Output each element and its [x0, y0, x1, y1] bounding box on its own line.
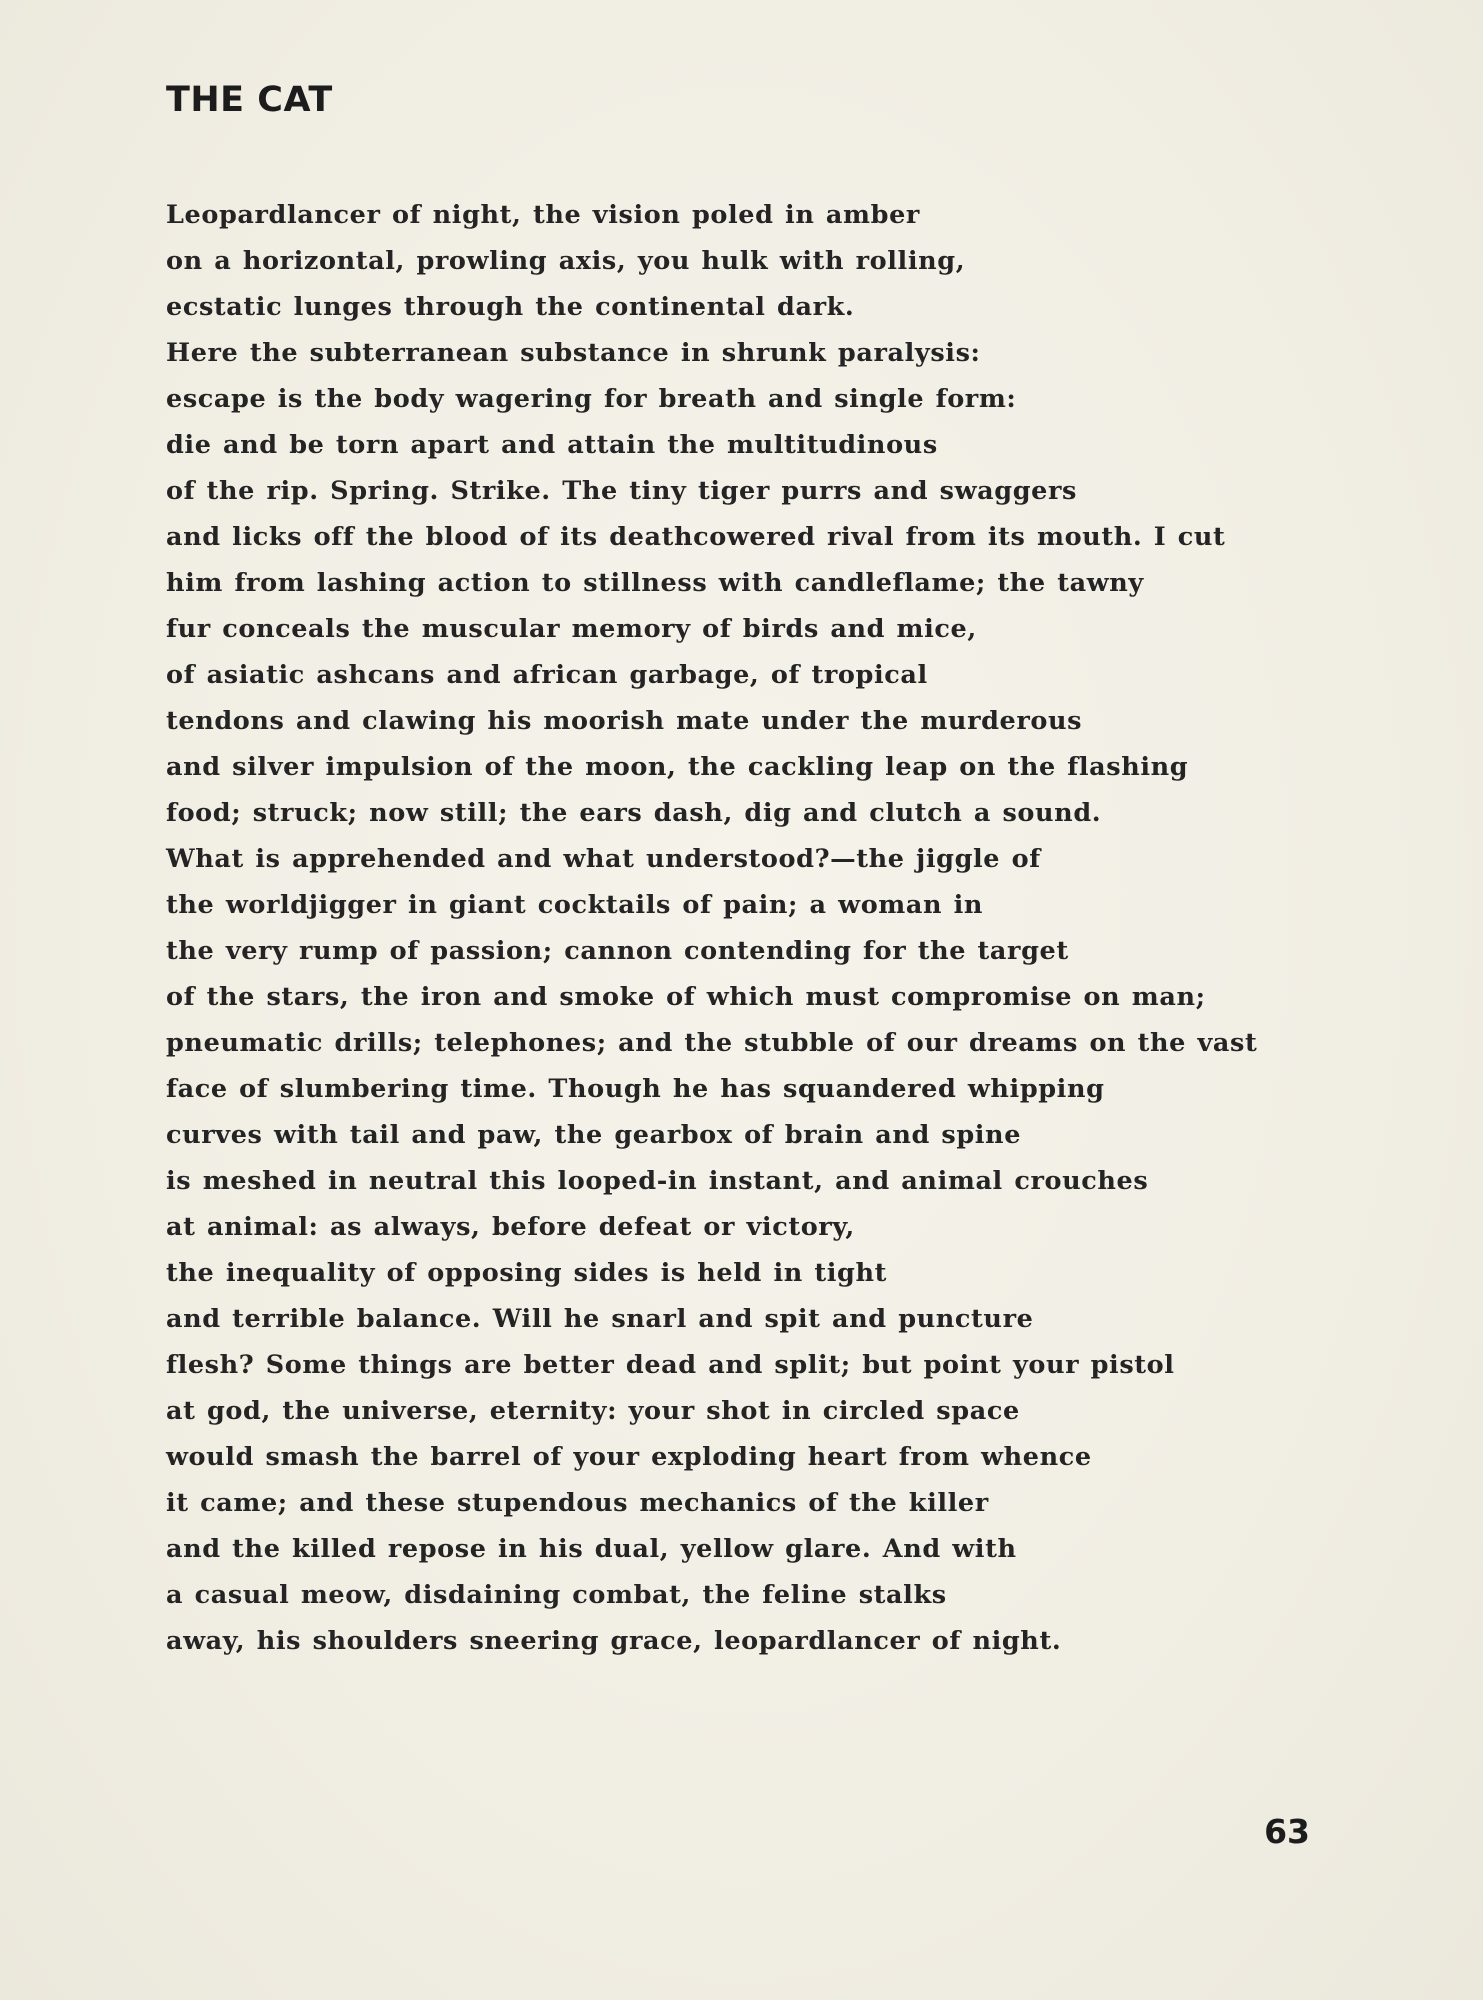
- poem-line: it came; and these stupendous mechanics of the killer: [166, 1488, 989, 1518]
- poem-line: and silver impulsion of the moon, the cackling leap on the flashing: [166, 752, 1189, 782]
- poem-line: would smash the barrel of your exploding heart from whence: [166, 1442, 1092, 1472]
- poem-line: the very rump of passion; cannon contending for the target: [166, 936, 1069, 966]
- poem-line: food; struck; now still; the ears dash, dig and clutch a sound.: [166, 798, 1102, 828]
- poem-line: of the stars, the iron and smoke of which must compromise on man;: [166, 982, 1206, 1012]
- poem-line: at god, the universe, eternity: your shot in circled space: [166, 1396, 1020, 1426]
- poem-line: escape is the body wagering for breath and single form:: [166, 384, 1017, 414]
- poem-line: pneumatic drills; telephones; and the stubble of our dreams on the vast: [166, 1028, 1258, 1058]
- poem-line: curves with tail and paw, the gearbox of brain and spine: [166, 1120, 1022, 1150]
- poem-line: a casual meow, disdaining combat, the feline stalks: [166, 1580, 947, 1610]
- poem-line: Here the subterranean substance in shrunk paralysis:: [166, 338, 981, 368]
- poem-line: face of slumbering time. Though he has squandered whipping: [166, 1074, 1105, 1104]
- poem-line: ecstatic lunges through the continental dark.: [166, 292, 855, 322]
- page-number: 63: [1264, 1812, 1310, 1851]
- poem-line: fur conceals the muscular memory of birds and mice,: [166, 614, 977, 644]
- poem-body: [166, 192, 1366, 1664]
- poem-line: Leopardlancer of night, the vision poled in amber: [166, 200, 920, 230]
- poem-line: and the killed repose in his dual, yellow glare. And with: [166, 1534, 1017, 1564]
- poem-line: at animal: as always, before defeat or victory,: [166, 1212, 855, 1242]
- poem-line: flesh? Some things are better dead and split; but point your pistol: [166, 1350, 1175, 1380]
- poem-line: the worldjigger in giant cocktails of pain; a woman in: [166, 890, 984, 920]
- poem-line: die and be torn apart and attain the multitudinous: [166, 430, 938, 460]
- poem-line: of asiatic ashcans and african garbage, of tropical: [166, 660, 928, 690]
- poem-title: THE CAT: [166, 80, 333, 120]
- poem-line: on a horizontal, prowling axis, you hulk with rolling,: [166, 246, 966, 276]
- poem-line: the inequality of opposing sides is held in tight: [166, 1258, 887, 1288]
- poem-line: and terrible balance. Will he snarl and spit and puncture: [166, 1304, 1034, 1334]
- poem-line: of the rip. Spring. Strike. The tiny tiger purrs and swaggers: [166, 476, 1077, 506]
- poem-line: is meshed in neutral this looped-in instant, and animal crouches: [166, 1166, 1149, 1196]
- poem-line: him from lashing action to stillness with candleflame; the tawny: [166, 568, 1144, 598]
- poem-line: and licks off the blood of its deathcowered rival from its mouth. I cut: [166, 522, 1226, 552]
- poem-line: What is apprehended and what understood?—the jiggle of: [166, 844, 1041, 874]
- poem-line: tendons and clawing his moorish mate under the murderous: [166, 706, 1083, 736]
- poem-line: away, his shoulders sneering grace, leopardlancer of night.: [166, 1626, 1062, 1656]
